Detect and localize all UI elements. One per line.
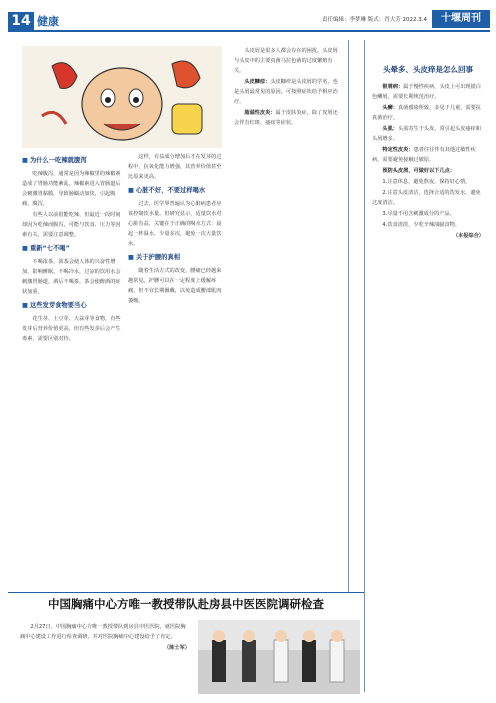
column-separator bbox=[348, 40, 349, 592]
item-label: 脂溢性皮炎： bbox=[244, 110, 276, 116]
paragraph: 头皮屑是很多人都会存在的困扰。头皮屑与头皮中的主要真菌马拉色菌的过度繁殖有关。 bbox=[234, 48, 338, 74]
paragraph: 有些人以前很能吃辣，但最近一段时间却因为吃辣而腹泻，可能与饮食、压力等因素有关，需要注意调整。 bbox=[22, 212, 121, 238]
editor-line: 责任编辑：李梦琳 版式：肖大芳 2022.3.4 bbox=[322, 17, 427, 23]
right-article-title: 头晕多、头皮痒是怎么回事 bbox=[383, 65, 473, 74]
paragraph: 随着生活方式的改变，腰痛已经越来越常见。护腰可以在一定程度上缓解疼痛，但不宜长期佩戴，以免造成腰部肌肉萎缩。 bbox=[128, 268, 222, 304]
paragraph: 花生芽、土豆芽、大蒜芽等食物，有些发芽后营养价值更高，但有些发芽后会产生毒素，需要区别对待。 bbox=[22, 316, 121, 342]
subhead: ■ 关于护腰的真相 bbox=[128, 252, 226, 264]
source-credit: （本报综合） bbox=[452, 233, 484, 239]
column-3 bbox=[234, 46, 342, 592]
paragraph: 过去，医学界普遍认为心脏病患者应该控制饮水量。但研究显示，适量饮水对心脏有益，关键在于正确的喝水方式：晨起一杯温水，少量多次，避免一次大量饮水。 bbox=[128, 201, 222, 247]
item-text: 属于皮肤炎症，除了皮屑还会伴有红斑、瘙痒等症状。 bbox=[234, 110, 338, 126]
page-header bbox=[0, 0, 496, 30]
cartoon-illustration bbox=[22, 46, 222, 148]
paragraph bbox=[234, 77, 342, 107]
subhead: ■ 重新“七不喝” bbox=[22, 243, 122, 255]
care-item: 4.饮食清淡，少吃辛辣油腻食物。 bbox=[382, 222, 460, 228]
care-title: 预防头皮屑，可做好以下几点： bbox=[382, 168, 456, 174]
paragraph bbox=[234, 108, 342, 128]
paragraph: 不喝浓茶，浓茶会使人体的兴奋性增加，影响睡眠。不喝冷水，过凉的饮用水会刺激胃肠道。酒后不喝茶，茶会使醉酒的症状加重。 bbox=[22, 259, 121, 295]
subhead: ■ 这些发芽食物要当心 bbox=[22, 300, 122, 312]
item-text: 头皮糠疹是头皮屑的学名，也是头屑最常见的原因。可按照症状给予相应治疗。 bbox=[234, 79, 338, 105]
care-item: 1.注意休息，避免熬夜，保持好心情。 bbox=[382, 179, 471, 185]
news-headline: 中国胸痛中心方唯一教授带队赴房县中医医院调研检查 bbox=[48, 597, 324, 611]
item-label: 头虱： bbox=[382, 126, 398, 132]
care-item: 2.注意头皮清洁，选择合适的洗发水，避免过度清洁。 bbox=[372, 190, 481, 206]
page-number: 14 bbox=[8, 12, 34, 30]
paragraph bbox=[372, 124, 484, 144]
news-photo bbox=[198, 620, 360, 694]
item-label: 银屑病： bbox=[382, 84, 404, 90]
column-separator bbox=[364, 40, 365, 692]
paragraph: 2月27日，中国胸痛中心方唯一教授带队到房县中医医院，就医院胸痛中心建设工作进行检查调研，并对医院胸痛中心建设给予了肯定。 bbox=[20, 624, 186, 640]
care-item: 3.尽量不用含刺激成分的产品。 bbox=[382, 211, 455, 217]
column-2 bbox=[128, 152, 226, 592]
right-column bbox=[372, 82, 484, 650]
item-label: 头癣： bbox=[382, 105, 398, 111]
column-1 bbox=[22, 152, 122, 592]
paragraph: 这样，有益成分增加后才在发芽的过程中，抗氧化能力增强，其营养价值甚至比原来更高。 bbox=[128, 154, 222, 180]
item-label: 头皮糠疹： bbox=[244, 79, 271, 85]
subhead: ■ 心脏不好，不要过样喝水 bbox=[128, 185, 226, 197]
item-text: 属于慢性疾病，头皮上可出现银白色鳞屑，需要长期规范治疗。 bbox=[372, 84, 481, 100]
paragraph: 吃辣腹泻，通常是因为辣椒里的辣椒素造成了胃肠功能紊乱。辣椒素进入胃肠道后会刺激胃黏膜，导致肠蠕动加快，引起腹痛、腹泻。 bbox=[22, 171, 121, 207]
item-text: 头虱寄生于头皮，常引起头皮瘙痒和头屑增多。 bbox=[372, 126, 481, 142]
news-body bbox=[20, 622, 190, 694]
item-text: 患者往往伴有其他过敏性疾病，需要避免接触过敏原。 bbox=[372, 147, 476, 163]
news-author: （陈士军） bbox=[164, 645, 190, 651]
item-text: 真菌感染所致，多见于儿童，需要抗真菌治疗。 bbox=[372, 105, 481, 121]
paragraph bbox=[372, 103, 484, 123]
header-rule bbox=[8, 30, 490, 32]
section-divider bbox=[8, 592, 364, 593]
brand-logo: 十堰周刊 bbox=[432, 10, 490, 28]
article-title: ■ 为什么一吃辣就腹泻 bbox=[22, 155, 122, 167]
item-label: 特定性皮炎： bbox=[382, 147, 414, 153]
section-name: 健康 bbox=[37, 15, 59, 28]
paragraph bbox=[372, 145, 484, 165]
paragraph bbox=[372, 82, 484, 102]
